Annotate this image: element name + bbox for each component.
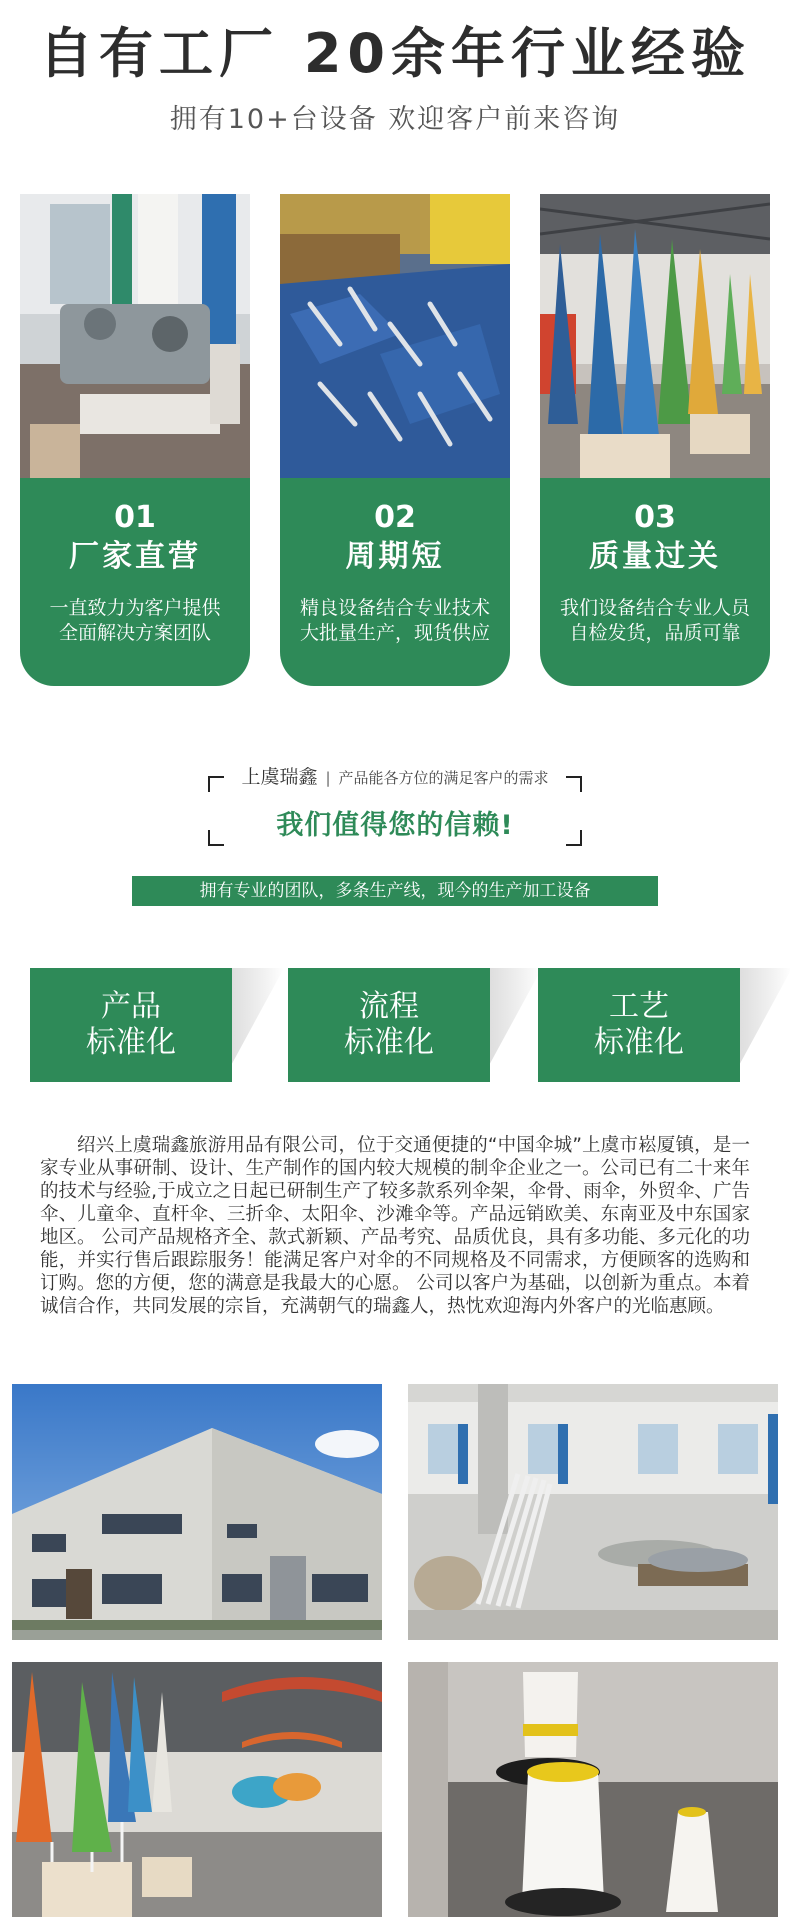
feature-description-line: 精良设备结合专业技术: [299, 597, 490, 619]
standard-tile-line: 工艺: [609, 989, 669, 1024]
feature-card-3: [540, 194, 770, 686]
standard-tile-product: [30, 968, 232, 1082]
standard-tile-line: 产品: [101, 989, 161, 1024]
umbrella-fabric-photo: [280, 194, 510, 478]
standard-tile-craft: [538, 968, 740, 1082]
trust-header: [210, 766, 580, 789]
feature-title: 质量过关: [589, 539, 721, 574]
trust-banner: 拥有专业的团队，多条生产线，现今的生产加工设备: [132, 876, 658, 906]
separator: |: [325, 769, 331, 787]
feature-description: [26, 596, 244, 646]
feature-description: [286, 596, 504, 646]
feature-description-line: 一直致力为客户提供: [49, 597, 221, 619]
feature-number: 01: [114, 500, 156, 535]
company-intro: 绍兴上虞瑞鑫旅游用品有限公司，位于交通便捷的“中国伞城”上虞市崧厦镇，是一家专业从事研制、设计、生产制作的国内较大规模的制伞企业之一。公司已有二十来年的技术与经验,于成立之日起已研制生产了较多款系列伞架，伞骨、雨伞，外贸伞、广告伞、儿童伞、直杆伞、三折伞、太阳伞、沙滩伞等。产品远销欧美、东南亚及中东国家地区。 公司产品规格齐全、款式新颖、产品考究、品质优良，具有多功能、多元化的功能，并实行售后跟踪服务！能满足客户对伞的不同规格及不同需求，方便顾客的选购和订购。您的方便，您的满意是我最大的心愿。 公司以客户为基础，以创新为重点。本着诚信合作，共同发展的宗旨，充满朝气的瑞鑫人，热忱欢迎海内外客户的光临惠顾。: [40, 1135, 750, 1317]
standard-tile-line: 标准化: [86, 1025, 176, 1060]
feature-card-2: [280, 194, 510, 686]
thread-spools-photo: [408, 1662, 778, 1917]
standard-tile-line: 流程: [359, 989, 419, 1024]
page-title: 自有工厂 20余年行业经验: [39, 22, 751, 85]
brand-name: 上虞瑞鑫: [241, 766, 318, 788]
trust-slogan: 我们值得您的信赖!: [276, 810, 514, 841]
page-subtitle: 拥有10+台设备 欢迎客户前来咨询: [169, 104, 621, 135]
brand-tagline: 产品能各方位的满足客户的需求: [338, 769, 549, 787]
feature-description-line: 大批量生产，现货供应: [299, 622, 490, 644]
feature-number: 02: [374, 500, 416, 535]
standard-tile-process: [288, 968, 490, 1082]
feature-description-line: 我们设备结合专业人员: [559, 597, 750, 619]
feature-description-line: 自检发货，品质可靠: [569, 622, 741, 644]
standard-tile-line: 标准化: [594, 1025, 684, 1060]
feature-description-line: 全面解决方案团队: [58, 622, 211, 644]
feature-description: [546, 596, 764, 646]
feature-number: 03: [634, 500, 676, 535]
umbrella-showroom-photo: [12, 1662, 382, 1917]
factory-building-photo: [12, 1384, 382, 1640]
feature-title: 周期短: [345, 539, 445, 574]
feature-card-1: [20, 194, 250, 686]
umbrella-display-photo: [540, 194, 770, 478]
standard-tile-line: 标准化: [344, 1025, 434, 1060]
sewing-machine-photo: [20, 194, 250, 478]
workshop-photo: [408, 1384, 778, 1640]
feature-title: 厂家直营: [69, 539, 201, 574]
